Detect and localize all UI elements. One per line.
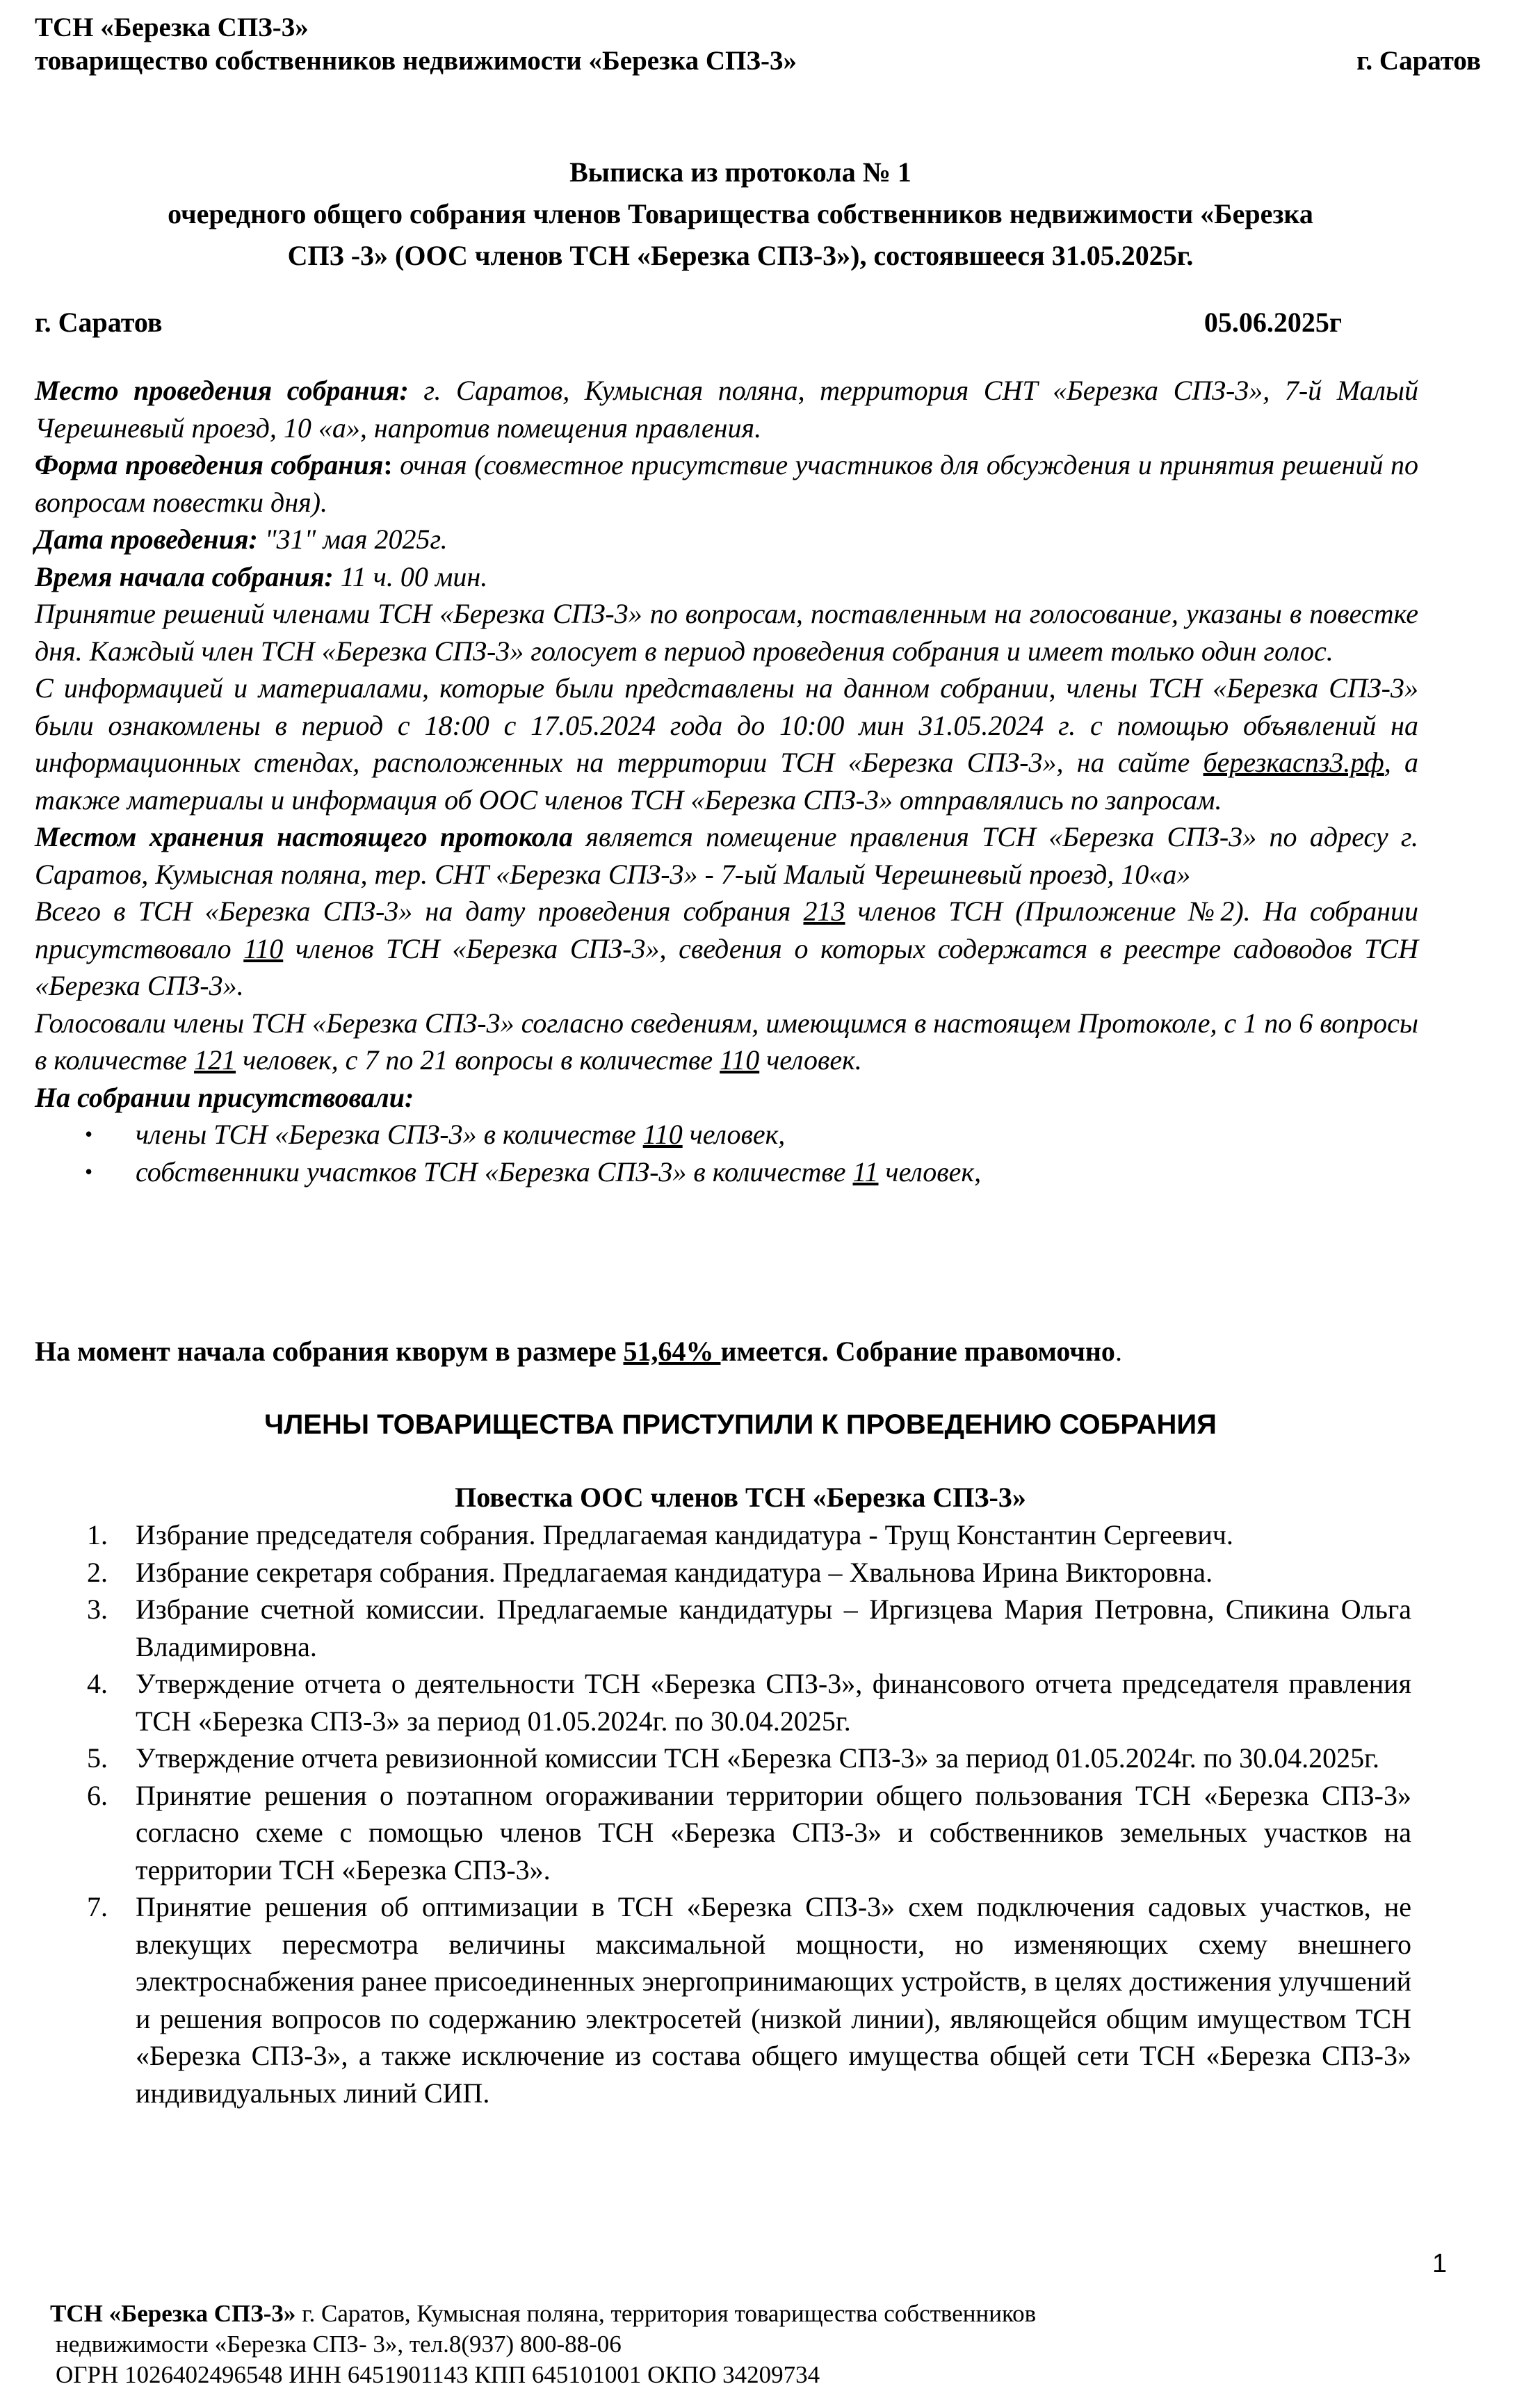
agenda-item: [35, 1665, 1411, 1740]
attended-list: [35, 1116, 1418, 1190]
attended-heading: [35, 1079, 1418, 1117]
attended-suffix: человек,: [682, 1119, 786, 1150]
header-city: г. Саратов: [1356, 46, 1481, 76]
attended-text: собственники участков ТСН «Березка СПЗ-3» в количестве: [136, 1156, 853, 1188]
agenda-item-number: 4.: [87, 1668, 108, 1699]
attended-count: 110: [642, 1119, 683, 1150]
total-text-1: Всего в ТСН «Березка СПЗ-3» на дату проведения собрания: [35, 895, 804, 927]
total-members: 213: [803, 895, 845, 927]
form-label: Форма проведения собрания: [35, 449, 384, 480]
agenda-title: Повестка ООС членов ТСН «Березка СПЗ-3»: [455, 1482, 1026, 1513]
time-text: 11 ч. 00 мин.: [333, 560, 488, 592]
venue-paragraph: [35, 372, 1418, 446]
decisions-paragraph: Принятие решений членами ТСН «Березка СПЗ-3» по вопросам, поставленным на голосование, указаны в повестке дня. Каждый член ТСН «Березка СПЗ-3» голосует в период проведения собрания и имеет только один голос.: [35, 598, 1418, 667]
voted-text-3: человек.: [759, 1044, 862, 1076]
footer: [50, 2299, 1036, 2390]
meeting-details: [35, 372, 1418, 1190]
agenda-item-text: Утверждение отчета ревизионной комиссии ТСН «Березка СПЗ-3» за период 01.05.2024г. по 30.04.2025г.: [136, 1742, 1380, 1774]
voted-paragraph: [35, 1005, 1418, 1079]
agenda-item-number: 7.: [87, 1891, 108, 1922]
form-paragraph: [35, 446, 1418, 521]
venue-text: г. Саратов, Кумысная поляна, территория СНТ «Березка СПЗ-3», 7-й Малый Черешневый проезд, 10 «а», напротив помещения правления.: [35, 375, 1418, 444]
title-line-2: очередного общего собрания членов Товарищества собственников недвижимости «Березка: [168, 198, 1313, 229]
header-org-short: ТСН «Березка СПЗ-3»: [35, 13, 309, 42]
date-label: Дата проведения:: [35, 524, 258, 555]
voted-count-2: 110: [720, 1044, 760, 1076]
form-text: очная (совместное присутствие участников для обсуждения и принятия решений по вопросам повестки дня).: [35, 449, 1419, 518]
voted-text-2: человек, с 7 по 21 вопросы в количестве: [236, 1044, 720, 1076]
list-item: [85, 1153, 1418, 1191]
agenda-list: [35, 1516, 1411, 2112]
quorum-text-2: имеется. Собрание правомочно: [720, 1336, 1115, 1367]
attended-suffix: человек,: [878, 1156, 982, 1188]
footer-line-3: ОГРН 1026402496548 ИНН 6451901143 КПП 645101001 ОКПО 34209734: [56, 2361, 820, 2388]
agenda-item-number: 1.: [87, 1519, 108, 1550]
title-line-3: СПЗ -3» (ООС членов ТСН «Березка СПЗ-3»), состоявшееся 31.05.2025г.: [287, 240, 1194, 271]
page-number: 1: [1432, 2249, 1448, 2278]
agenda-item-number: 3.: [87, 1594, 108, 1625]
list-item: [85, 1116, 1418, 1153]
site-link[interactable]: березкаспз3.рф: [1203, 747, 1384, 778]
header-org-full: товарищество собственников недвижимости «Березка СПЗ-3»: [35, 46, 797, 76]
total-text-3: членов ТСН «Березка СПЗ-3», сведения о которых содержатся в реестре садоводов ТСН «Березка СПЗ-3».: [35, 932, 1418, 1001]
footer-line-2: недвижимости «Березка СПЗ- 3», тел.8(937) 800-88-06: [56, 2331, 622, 2358]
footer-line-1: [50, 2299, 1036, 2329]
document-title: [35, 152, 1446, 277]
title-line-1: Выписка из протокола № 1: [569, 156, 911, 188]
quorum-value: 51,64%: [623, 1336, 721, 1367]
storage-paragraph: [35, 818, 1418, 893]
total-paragraph: [35, 893, 1418, 1005]
info-text-1: С информацией и материалами, которые были представлены на данном собрании, члены ТСН «Березка СПЗ-3» были ознакомлены в период с 18:00 с 17.05.2024 года до 10:00 мин 31.05.2024 г. с помощью объявлений на информационных стендах, расположенных на территории ТСН «Березка СПЗ-3», на сайте: [35, 672, 1418, 778]
bullet-icon: •: [85, 1121, 93, 1146]
storage-text: является помещение правления ТСН «Березка СПЗ-3» по адресу г. Саратов, Кумысная поляна, тер. СНТ «Березка СПЗ-3» - 7-ый Малый Черешневый проезд, 10«а»: [35, 821, 1419, 890]
present-members: 110: [243, 932, 284, 964]
storage-label: Местом хранения настоящего протокола: [35, 821, 574, 852]
agenda-item-text: Принятие решения об оптимизации в ТСН «Березка СПЗ-3» схем подключения садовых участков, не влекущих пересмотра величины максимальной мощности, но изменяющих схему внешнего электроснабжения ранее присоединенных энергопринимающих устройств, в целях достижения улучшений и решения вопросов по содержанию электросетей (низкой линии), являющейся общим имуществом ТСН «Березка СПЗ-3», а также исключение из состава общего имущества общей сети ТСН «Березка СПЗ-3» индивидуальных линий СИП.: [136, 1891, 1411, 2109]
agenda-item: [35, 1777, 1411, 1889]
agenda-item-number: 5.: [87, 1742, 108, 1774]
attended-count: 11: [852, 1156, 879, 1188]
agenda-item: [35, 1740, 1411, 1777]
info-text-2: , а также материалы и информация об ООС членов ТСН «Березка СПЗ-3» отправлялись по запросам.: [35, 747, 1419, 816]
place-date-line: [35, 306, 1342, 339]
time-label: Время начала собрания:: [35, 560, 334, 592]
place-city: г. Саратов: [35, 307, 163, 338]
bullet-icon: •: [85, 1158, 93, 1184]
agenda-item: [35, 1554, 1411, 1591]
agenda-item-number: 2.: [87, 1556, 108, 1588]
header-org-full-line: [35, 44, 1481, 78]
footer-address: г. Саратов, Кумысная поляна, территория товарищества собственников: [295, 2300, 1037, 2327]
agenda-item: [35, 1591, 1411, 1665]
agenda-item-text: Утверждение отчета о деятельности ТСН «Березка СПЗ-3», финансового отчета председателя правления ТСН «Березка СПЗ-3» за период 01.05.2024г. по 30.04.2025г.: [136, 1668, 1411, 1737]
total-text-2: членов ТСН (Приложение №2). На собрании присутствовало: [35, 895, 1419, 964]
date-text: "31" мая 2025г.: [257, 524, 448, 555]
form-colon: :: [383, 449, 393, 480]
footer-org: ТСН «Березка СПЗ-3»: [50, 2300, 296, 2327]
members-heading: ЧЛЕНЫ ТОВАРИЩЕСТВА ПРИСТУПИЛИ К ПРОВЕДЕНИЮ СОБРАНИЯ: [264, 1409, 1217, 1440]
quorum-text-1: На момент начала собрания кворум в размере: [35, 1336, 624, 1367]
quorum-statement: [35, 1334, 1439, 1370]
time-paragraph: [35, 558, 1418, 596]
document-date: 05.06.2025г: [1203, 307, 1342, 338]
agenda-item-text: Избрание председателя собрания. Предлагаемая кандидатура - Трущ Константин Сергеевич.: [136, 1519, 1233, 1550]
agenda-item-number: 6.: [87, 1779, 108, 1811]
agenda-item: [35, 1516, 1411, 1554]
attended-label: На собрании присутствовали:: [35, 1081, 414, 1113]
venue-label: Место проведения собрания:: [35, 375, 409, 406]
info-paragraph: [35, 670, 1418, 818]
agenda-item: [35, 1888, 1411, 2112]
attended-text: члены ТСН «Березка СПЗ-3» в количестве: [136, 1119, 643, 1150]
voted-count-1: 121: [194, 1044, 236, 1076]
quorum-end: .: [1115, 1336, 1122, 1367]
agenda-item-text: Принятие решения о поэтапном огораживании территории общего пользования ТСН «Березка СПЗ-3» согласно схеме с помощью членов ТСН «Березка СПЗ-3» и собственников земельных участков на территории ТСН «Березка СПЗ-3».: [136, 1779, 1411, 1886]
date-paragraph: [35, 521, 1418, 558]
agenda-item-text: Избрание секретаря собрания. Предлагаемая кандидатура – Хвальнова Ирина Викторовна.: [136, 1556, 1213, 1588]
voted-text-1: Голосовали члены ТСН «Березка СПЗ-3» согласно сведениям, имеющимся в настоящем Протоколе, с 1 по 6 вопросы в количестве: [35, 1007, 1418, 1076]
agenda-item-text: Избрание счетной комиссии. Предлагаемые кандидатуры – Иргизцева Мария Петровна, Спикина Ольга Владимировна.: [136, 1594, 1411, 1662]
